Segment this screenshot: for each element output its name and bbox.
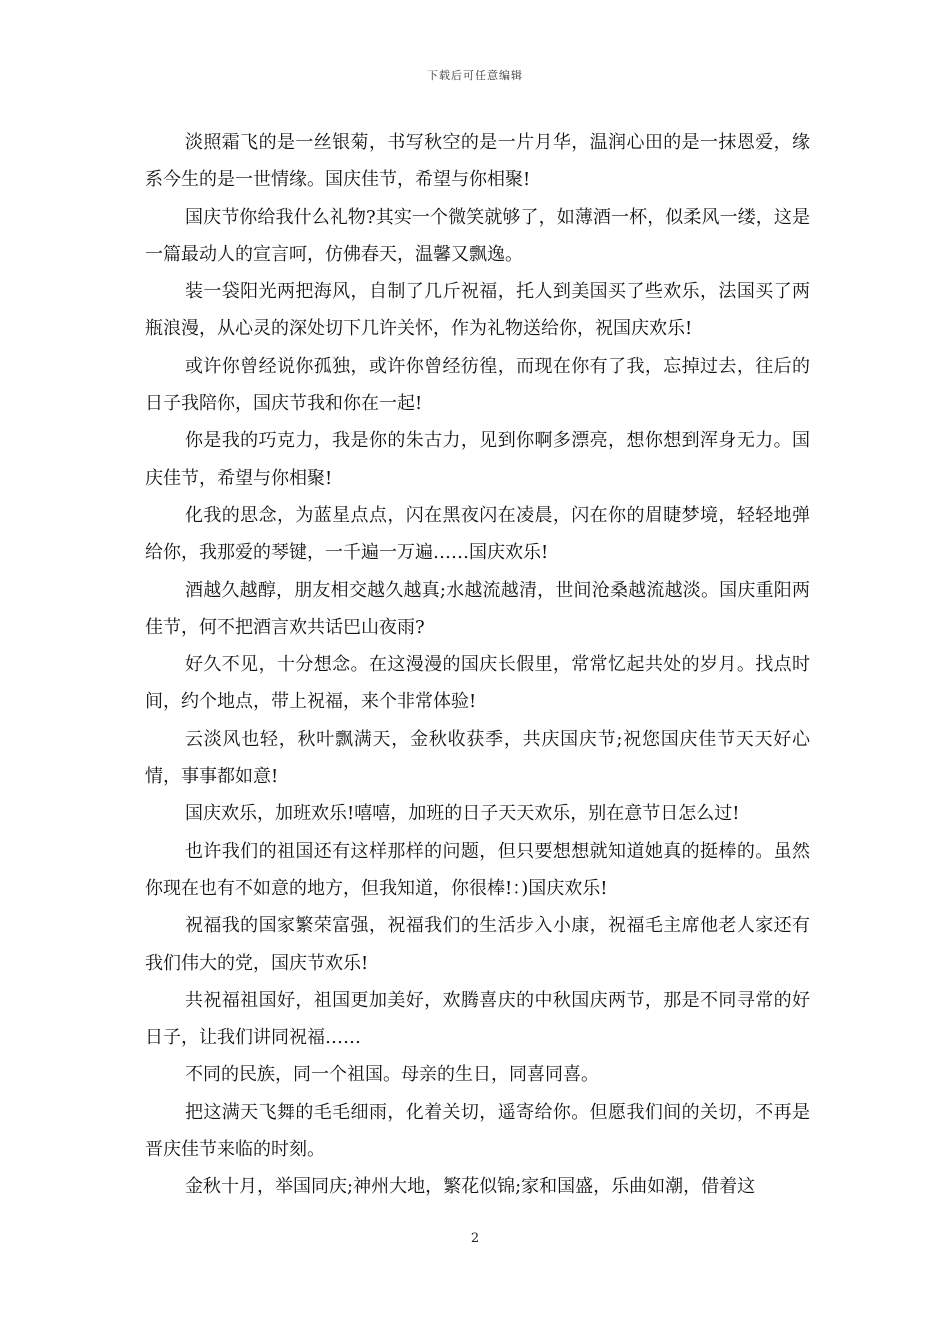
paragraph: 化我的思念，为蓝星点点，闪在黑夜闪在凌晨，闪在你的眉睫梦境，轻轻地弹给你，我那爱的琴键，一千遍一万遍……国庆欢乐! — [145, 504, 810, 564]
paragraph: 金秋十月，举国同庆;神州大地，繁花似锦;家和国盛，乐曲如潮，借着这 — [185, 1176, 756, 1198]
paragraph: 装一袋阳光两把海风，自制了几斤祝福，托人到美国买了些欢乐，法国买了两瓶浪漫，从心灵的深处切下几许关怀，作为礼物送给你，祝国庆欢乐! — [145, 281, 810, 340]
paragraph: 把这满天飞舞的毛毛细雨，化着关切，遥寄给你。但愿我们间的关切，不再是晋庆佳节来临的时刻。 — [145, 1101, 810, 1161]
paragraph: 好久不见，十分想念。在这漫漫的国庆长假里，常常忆起共处的岁月。找点时间，约个地点，带上祝福，来个非常体验! — [145, 654, 810, 713]
paragraph: 或许你曾经说你孤独，或许你曾经彷徨，而现在你有了我，忘掉过去，往后的日子我陪你，国庆节我和你在一起! — [145, 355, 810, 415]
paragraph: 也许我们的祖国还有这样那样的问题，但只要想想就知道她真的挺棒的。虽然你现在也有不如意的地方，但我知道，你很棒!：)国庆欢乐! — [145, 840, 810, 899]
paragraph: 云淡风也轻，秋叶飘满天，金秋收获季，共庆国庆节;祝您国庆佳节天天好心情，事事都如意! — [145, 728, 810, 788]
paragraph: 你是我的巧克力，我是你的朱古力，见到你啊多漂亮，想你想到浑身无力。国庆佳节，希望与你相聚! — [145, 430, 810, 489]
paragraph: 祝福我的国家繁荣富强，祝福我们的生活步入小康，祝福毛主席他老人家还有我们伟大的党，国庆节欢乐! — [145, 915, 810, 974]
paragraph: 不同的民族，同一个祖国。母亲的生日，同喜同喜。 — [185, 1064, 599, 1086]
page-header: 下载后可任意编辑 — [427, 69, 523, 82]
paragraph: 共祝福祖国好，祖国更加美好，欢腾喜庆的中秋国庆两节，那是不同寻常的好日子，让我们讲同祝福…… — [145, 989, 810, 1049]
paragraph: 国庆欢乐，加班欢乐!嘻嘻，加班的日子天天欢乐，别在意节日怎么过! — [185, 803, 740, 825]
document-body — [145, 124, 810, 1206]
paragraph: 淡照霜飞的是一丝银菊，书写秋空的是一片月华，温润心田的是一抹恩爱，缘系今生的是一世情缘。国庆佳节，希望与你相聚! — [145, 132, 810, 191]
paragraph: 国庆节你给我什么礼物?其实一个微笑就够了，如薄酒一杯，似柔风一缕，这是一篇最动人的宣言呵，仿佛春天，温馨又飘逸。 — [145, 206, 810, 265]
paragraph: 酒越久越醇，朋友相交越久越真;水越流越清，世间沧桑越流越淡。国庆重阳两佳节，何不把酒言欢共话巴山夜雨? — [145, 579, 810, 638]
page-number: 2 — [470, 1231, 480, 1246]
